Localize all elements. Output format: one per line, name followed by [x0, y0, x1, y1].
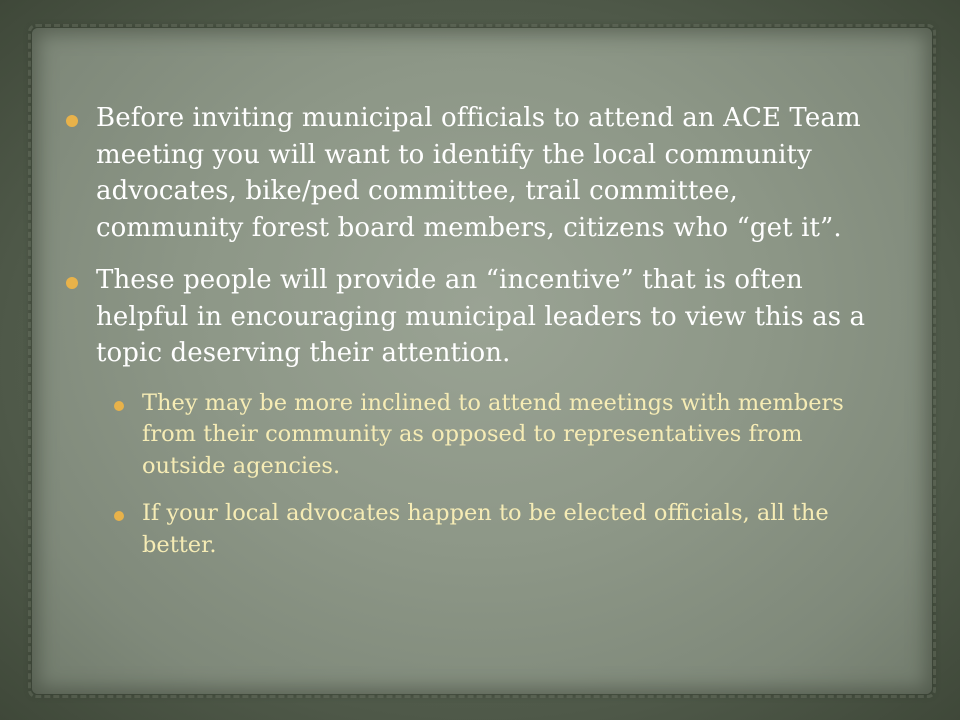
sub-bullet-dot-icon [114, 511, 124, 521]
sub-bullet-item-2 [114, 498, 886, 561]
bullet-dot-icon [66, 115, 78, 127]
sub-bullet-dot-icon [114, 401, 124, 411]
bullet-item-2 [66, 262, 886, 372]
slide-content [66, 100, 886, 577]
sub-bullet-text: If your local advocates happen to be elected officials, all the better. [142, 500, 829, 558]
bullet-dot-icon [66, 277, 78, 289]
bullet-item-1 [66, 100, 886, 246]
sub-bullet-text: They may be more inclined to attend meetings with members from their community as opposed to representatives from outside agencies. [142, 389, 844, 479]
bullet-text: These people will provide an “incentive” that is often helpful in encouraging municipal leaders to view this as a topic deserving their attention. [96, 265, 866, 368]
bullet-text: Before inviting municipal officials to attend an ACE Team meeting you will want to identify the local community advocates, bike/ped committee, trail committee, community forest board members, citizens who “get it”. [96, 103, 861, 243]
sub-bullet-item-1 [114, 388, 886, 483]
sub-bullet-list [114, 388, 886, 562]
